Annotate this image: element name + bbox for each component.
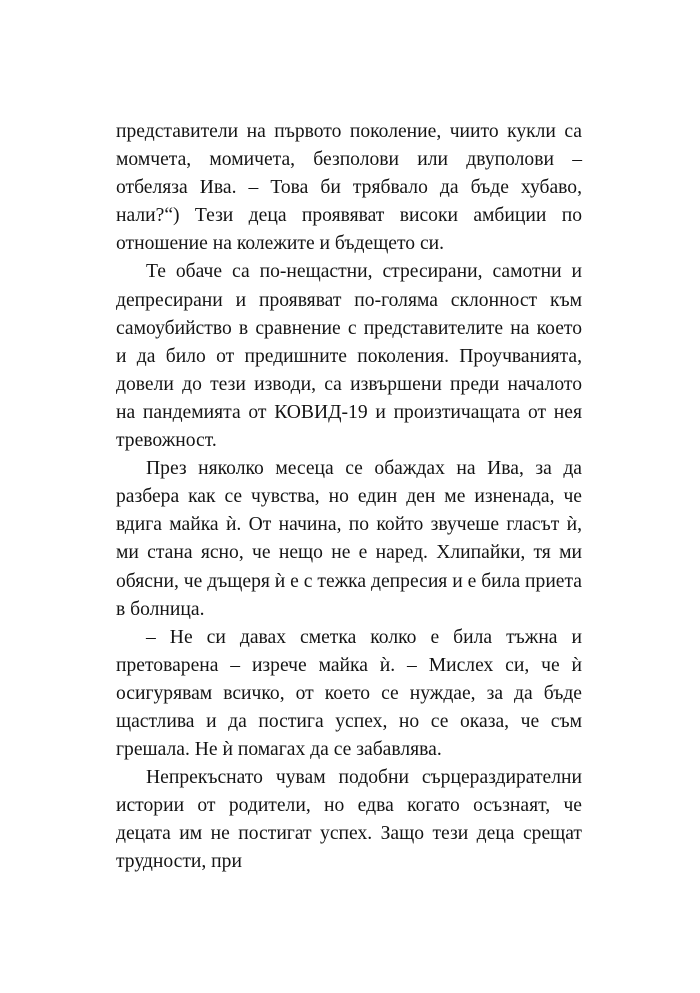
paragraph-2: Те обаче са по-нещастни, стресирани, самотни и депресирани и проявяват по-голяма склонност към самоубийство в сравнение с представителите на което и да било от предишните поколения. Проучванията, довели до тези изводи, са извършени преди началото на пандемията от КОВИД-19 и произтичащата от нея тревожност. (116, 261, 582, 452)
paragraph-5: Непрекъснато чувам подобни сърцераздирателни истории от родители, но едва когато осъзнаят, че децата им не постигат успех. Защо тези деца срещат трудности, при (116, 767, 582, 873)
page-text (116, 118, 582, 877)
paragraph-1: представители на първото поколение, чиито кукли са момчета, момичета, безполови или двуполови – отбеляза Ива. – Това би трябвало да бъде хубаво, нали?“) Тези деца проявяват високи амбиции по отношение на колежите и бъдещето си. (116, 121, 582, 255)
paragraph-3: През няколко месеца се обаждах на Ива, за да разбера как се чувства, но един ден ме изненада, че вдига майка ѝ. От начина, по който звучеше гласът ѝ, ми стана ясно, че нещо не е наред. Хлипайки, тя ми обясни, че дъщеря ѝ е с тежка депресия и е била приета в болница. (116, 458, 582, 620)
paragraph-4: – Не си давах сметка колко е била тъжна и претоварена – изрече майка ѝ. – Мислех си, че ѝ осигурявам всичко, от което се нуждае, за да бъде щастлива и да постига успех, но се оказа, че съм грешала. Не ѝ помагах да се забавлява. (116, 626, 582, 761)
